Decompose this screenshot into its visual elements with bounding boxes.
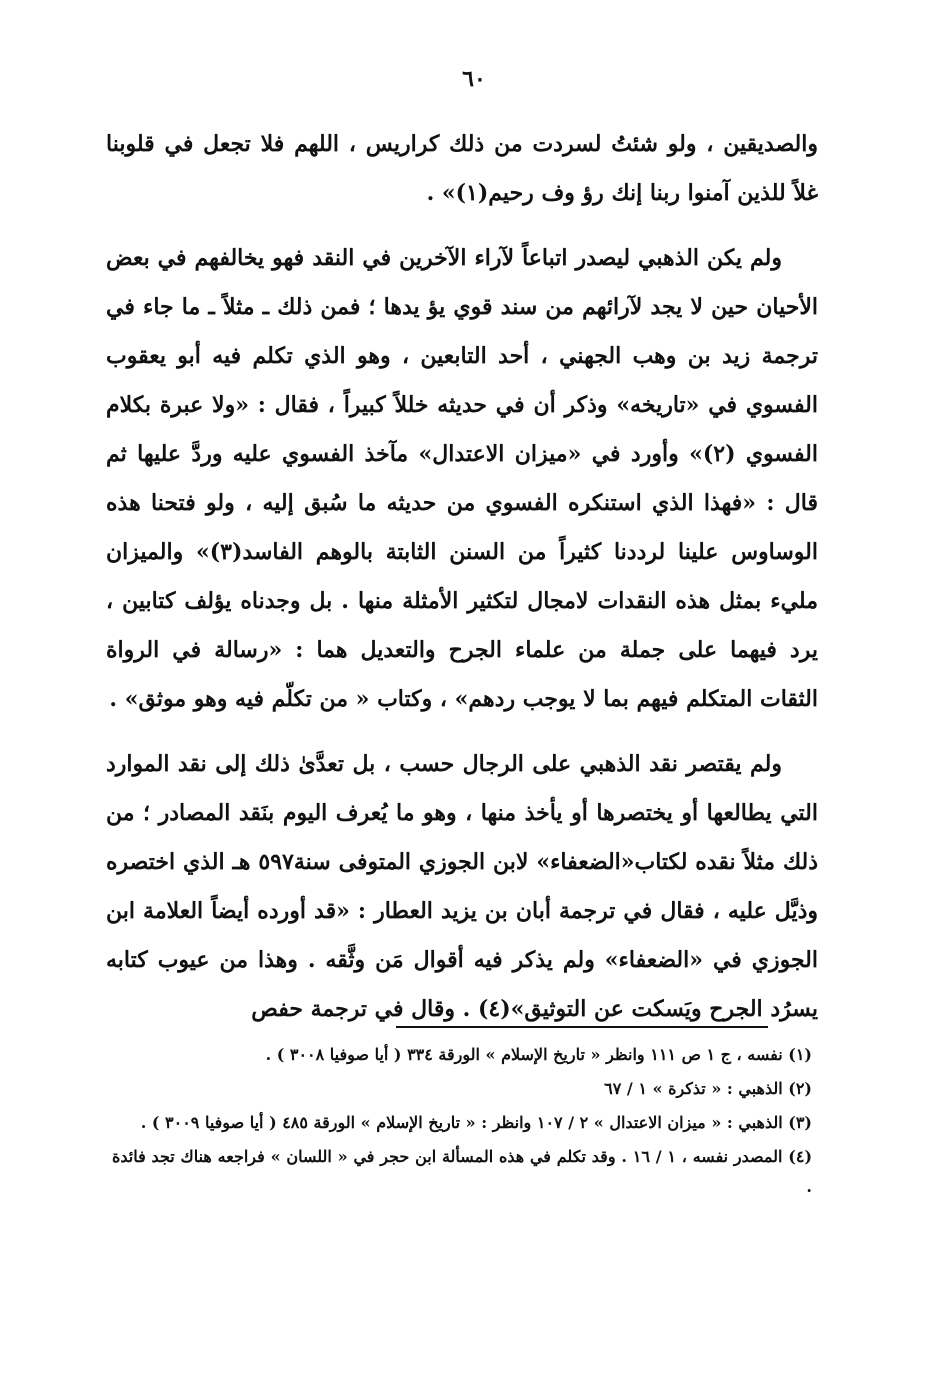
footnote-4: (٤) المصدر نفسه ، ١ / ١٦ . وقد تكلم في هذه المسألة ابن حجر في « اللسان » فراجعه هناك تجد فائدة .: [112, 1147, 813, 1196]
footnote-3: (٣) الذهبي : « ميزان الاعتدال » ٢ / ١٠٧ وانظر : « تاريخ الإسلام » الورقة ٤٨٥ ( أيا صوفيا ٣٠٠٩ ) .: [140, 1113, 812, 1132]
paragraph-2: ولم يكن الذهبي ليصدر اتباعاً لآراء الآخرين في النقد فهو يخالفهم في بعض الأحيان حين لا يجد لآرائهم من سند قوي يؤ يدها ؛ فمن ذلك ـ مثلاً ـ ما جاء في ترجمة زيد بن وهب الجهني ، أحد التابعين ، وهو الذي تكلم فيه أبو يعقوب الفسوي في «تاريخه» وذكر أن في حديثه خللاً كبيراً ، فقال : «ولا عبرة بكلام الفسوي (٢)» وأورد في «ميزان الاعتدال» مآخذ الفسوي عليه وردَّ عليها ثم قال : «فهذا الذي استنكره الفسوي من حديثه ما سُبق إليه ، ولو فتحنا هذه الوساوس علينا لرددنا كثيراً من السنن الثابتة بالوهم الفاسد(٣)» والميزان مليء بمثل هذه النقدات لامجال لتكثير الأمثلة منها . بل وجدناه يؤلف كتابين ، يرد فيهما على جملة من علماء الجرح والتعديل هما : «رسالة في الرواة الثقات المتكلم فيهم بما لا يوجب ردهم» ، وكتاب « من تكلّم فيه وهو موثق» .: [106, 245, 818, 712]
main-text: [106, 120, 818, 1050]
paragraph-1: والصديقين ، ولو شئتُ لسردت من ذلك كراريس ، اللهم فلا تجعل في قلوبنا غلاً للذين آمنوا ربنا إنك رؤ وف رحيم(١)» .: [106, 131, 818, 206]
footnotes: [112, 1040, 812, 1206]
footnote-separator: [396, 1026, 768, 1028]
footnote-1: (١) نفسه ، ج ١ ص ١١١ وانظر « تاريخ الإسلام » الورقة ٣٣٤ ( أيا صوفيا ٣٠٠٨ ) .: [265, 1045, 812, 1064]
page-number: ٦٠: [462, 66, 486, 92]
paragraph-3: ولم يقتصر نقد الذهبي على الرجال حسب ، بل تعدَّىٰ ذلك إلى نقد الموارد التي يطالعها أو يختصرها أو يأخذ منها ، وهو ما يُعرف اليوم بنَقد المصادر ؛ من ذلك مثلاً نقده لكتاب«الضعفاء» لابن الجوزي المتوفى سنة٥٩٧ هـ الذي اختصره وذيَّل عليه ، فقال في ترجمة أبان بن يزيد العطار : «قد أورده أيضاً العلامة ابن الجوزي في «الضعفاء» ولم يذكر فيه أقوال مَن وثَّقه . وهذا من عيوب كتابه يسرُد الجرح ويَسكت عن التوثيق»(٤) . وقال في ترجمة حفص: [106, 751, 818, 1022]
footnote-2: (٢) الذهبي : « تذكرة » ١ / ٦٧: [604, 1079, 812, 1098]
